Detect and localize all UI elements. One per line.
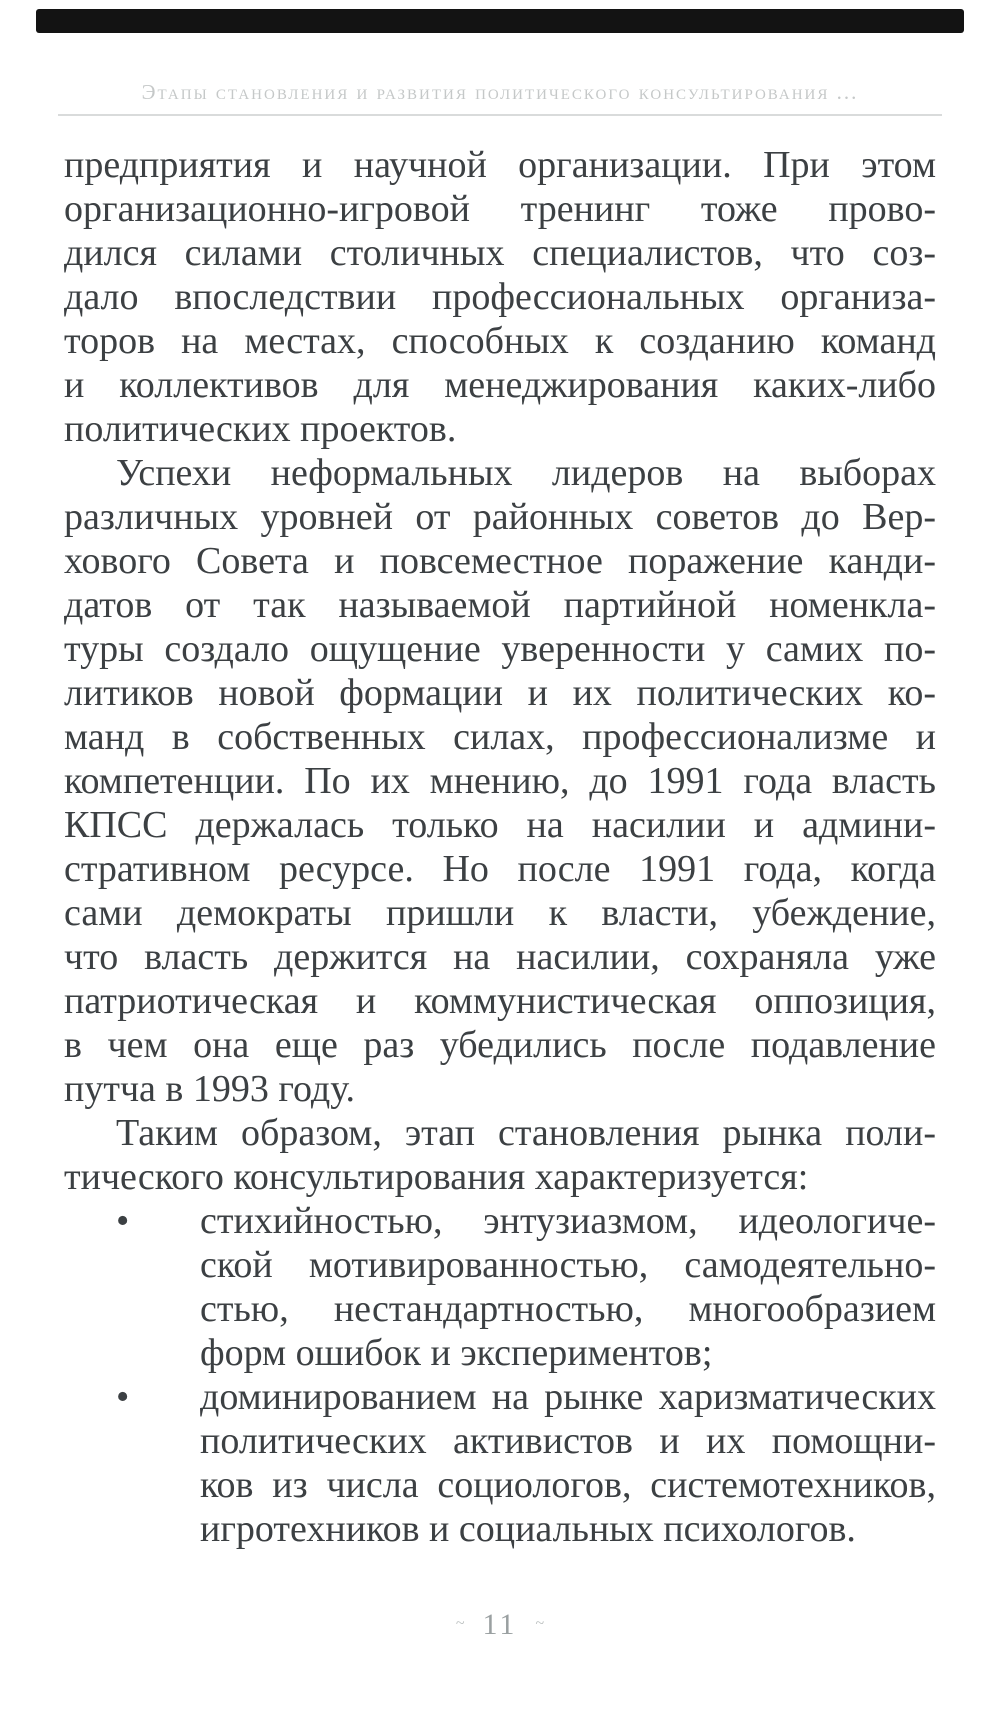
text-line: дился силами столичных специалистов, что соз- bbox=[64, 232, 936, 274]
text-line: Успехи неформальных лидеров на выборах bbox=[116, 452, 936, 494]
page-number-ornament: ~ bbox=[535, 1615, 545, 1632]
paragraph-indented bbox=[64, 451, 936, 1111]
text-line: тического консультирования характеризуется: bbox=[64, 1156, 809, 1198]
text-line: туры создало ощущение уверенности у самих по- bbox=[64, 628, 936, 670]
text-line: КПСС держалась только на насилии и админи- bbox=[64, 804, 936, 846]
text-line: компетенции. По их мнению, до 1991 года власть bbox=[64, 760, 936, 802]
text-line: торов на местах, способных к созданию команд bbox=[64, 320, 936, 362]
text-line: манд в собственных силах, профессионализме и bbox=[64, 716, 936, 758]
text-line: ской мотивированностью, самодеятельно- bbox=[200, 1244, 936, 1286]
text-line: игротехников и социальных психологов. bbox=[200, 1508, 856, 1550]
text-line: патриотическая и коммунистическая оппозиция, bbox=[64, 980, 936, 1022]
scan-artifact-bar bbox=[36, 9, 964, 33]
text-column bbox=[64, 143, 936, 1551]
text-line: дало впоследствии профессиональных организа- bbox=[64, 276, 936, 318]
text-line: что власть держится на насилии, сохраняла уже bbox=[64, 936, 936, 978]
text-line: сами демократы пришли к власти, убеждение, bbox=[64, 892, 936, 934]
page-number: 11 bbox=[482, 1608, 518, 1641]
text-line: хового Совета и повсеместное поражение канди- bbox=[64, 540, 936, 582]
paragraph-bullet bbox=[64, 1199, 936, 1375]
text-line: путча в 1993 году. bbox=[64, 1068, 355, 1110]
text-line: политических проектов. bbox=[64, 408, 457, 450]
paragraph-bullet bbox=[64, 1375, 936, 1551]
bullet-marker: • bbox=[116, 1376, 130, 1418]
paragraph-indented bbox=[64, 1111, 936, 1199]
text-line: предприятия и научной организации. При этом bbox=[64, 144, 936, 186]
text-line: стративном ресурсе. Но после 1991 года, когда bbox=[64, 848, 936, 890]
text-line: датов от так называемой партийной номенкла- bbox=[64, 584, 936, 626]
text-line: и коллективов для менеджирования каких-либо bbox=[64, 364, 936, 406]
text-line: организационно-игровой тренинг тоже прово- bbox=[64, 188, 936, 230]
text-line: • доминированием на рынке харизматических bbox=[116, 1376, 936, 1418]
text-line: литиков новой формации и их политических ко- bbox=[64, 672, 936, 714]
page-footer bbox=[0, 1608, 1000, 1642]
text-line: Таким образом, этап становления рынка поли- bbox=[116, 1112, 936, 1154]
running-header: Этапы становления и развития политического консультирования ... bbox=[141, 80, 859, 104]
page-number-ornament: ~ bbox=[455, 1615, 465, 1632]
text-line: форм ошибок и экспериментов; bbox=[200, 1332, 713, 1374]
text-line: в чем она еще раз убедились после подавление bbox=[64, 1024, 936, 1066]
paragraph-continued bbox=[64, 143, 936, 451]
bullet-marker: • bbox=[116, 1200, 130, 1242]
text-line: • стихийностью, энтузиазмом, идеологиче- bbox=[116, 1200, 936, 1242]
header-rule bbox=[58, 114, 942, 116]
text-line: политических активистов и их помощни- bbox=[200, 1420, 936, 1462]
text-line: различных уровней от районных советов до Вер- bbox=[64, 496, 936, 538]
text-line: ков из числа социологов, системотехников, bbox=[200, 1464, 936, 1506]
text-line: стью, нестандартностью, многообразием bbox=[200, 1288, 936, 1330]
